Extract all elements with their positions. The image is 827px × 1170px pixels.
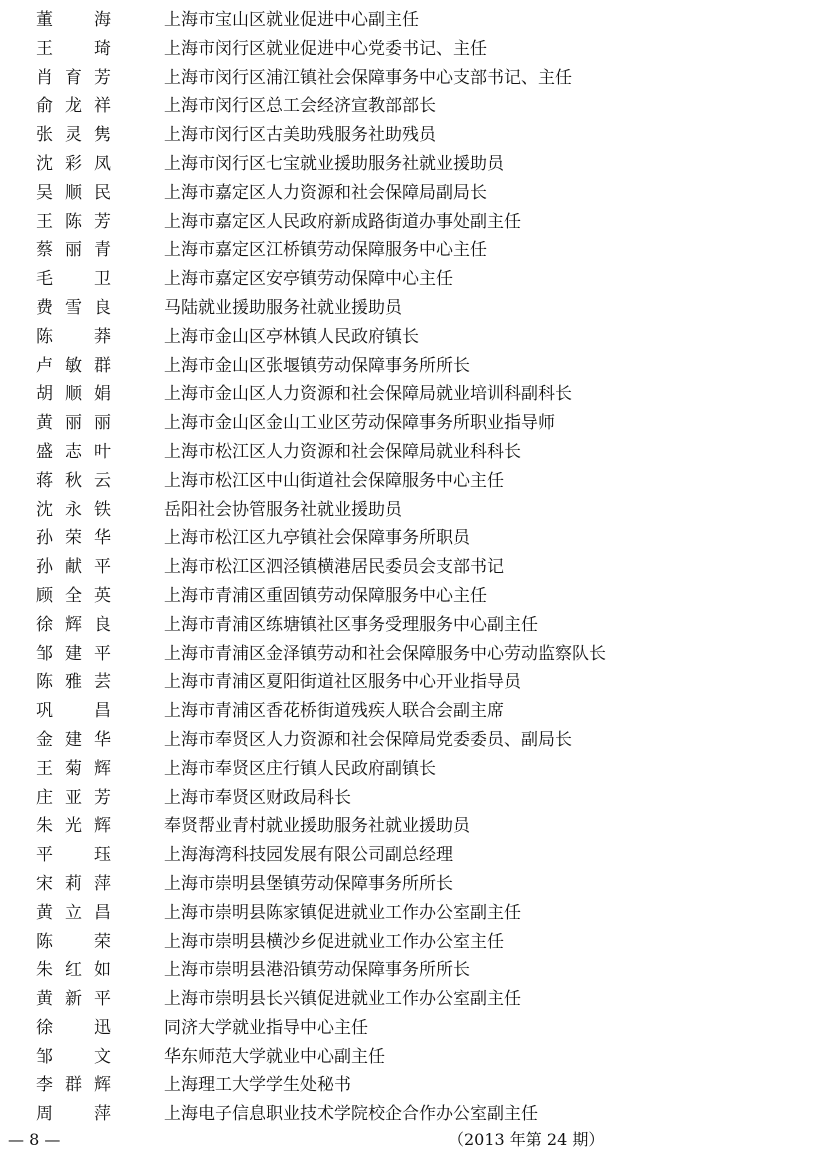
person-name: 蔡丽青 (36, 240, 111, 261)
list-item (0, 755, 827, 784)
person-name: 王陈芳 (36, 211, 111, 232)
person-name: 金建华 (36, 729, 111, 750)
list-item (0, 640, 827, 669)
person-title: 上海市闵行区就业促进中心党委书记、主任 (164, 38, 487, 59)
list-item (0, 928, 827, 957)
person-title: 上海市松江区人力资源和社会保障局就业科科长 (164, 441, 521, 462)
person-name: 朱红如 (36, 960, 111, 981)
list-item (0, 841, 827, 870)
person-name: 胡顺娟 (36, 384, 111, 405)
person-name: 董 海 (36, 10, 111, 30)
person-title: 上海理工大学学生处秘书 (164, 1075, 351, 1096)
person-title: 同济大学就业指导中心主任 (164, 1017, 368, 1038)
list-item (0, 208, 827, 237)
list-item (0, 92, 827, 121)
list-item (0, 323, 827, 352)
issue-label: （2013 年第 24 期） (448, 1130, 605, 1149)
person-name: 徐 迅 (36, 1017, 111, 1038)
person-title: 奉贤帮业青村就业援助服务社就业援助员 (164, 816, 470, 837)
person-title: 上海市嘉定区人民政府新成路街道办事处副主任 (164, 211, 521, 232)
person-name: 卢敏群 (36, 355, 111, 376)
list-item (0, 409, 827, 438)
list-item (0, 179, 827, 208)
person-title: 上海市青浦区金泽镇劳动和社会保障服务中心劳动监察队长 (164, 643, 606, 664)
list-item (0, 6, 827, 35)
person-name: 宋莉萍 (36, 873, 111, 894)
person-name: 沈永铁 (36, 499, 111, 520)
person-title: 上海市崇明县港沿镇劳动保障事务所所长 (164, 960, 470, 981)
person-title: 上海市金山区张堰镇劳动保障事务所所长 (164, 355, 470, 376)
list-item (0, 236, 827, 265)
person-name: 孙献平 (36, 557, 111, 578)
person-title: 上海市金山区亭林镇人民政府镇长 (164, 326, 419, 347)
list-item (0, 784, 827, 813)
person-title: 上海市崇明县长兴镇促进就业工作办公室副主任 (164, 989, 521, 1010)
list-item (0, 467, 827, 496)
page-footer (0, 1127, 827, 1153)
person-name: 陈 莽 (36, 326, 111, 347)
list-item (0, 899, 827, 928)
person-title: 上海市崇明县横沙乡促进就业工作办公室主任 (164, 931, 504, 952)
person-name: 肖育芳 (36, 67, 111, 88)
person-name: 黄立昌 (36, 902, 111, 923)
list-item (0, 121, 827, 150)
person-title: 上海市金山区人力资源和社会保障局就业培训科副科长 (164, 384, 572, 405)
person-title: 华东师范大学就业中心副主任 (164, 1046, 385, 1067)
person-name: 邹 文 (36, 1046, 111, 1067)
list-item (0, 582, 827, 611)
list-item (0, 294, 827, 323)
list-item (0, 524, 827, 553)
person-title: 上海市崇明县堡镇劳动保障事务所所长 (164, 873, 453, 894)
person-name: 蒋秋云 (36, 470, 111, 491)
list-item (0, 496, 827, 525)
personnel-list (0, 6, 827, 1129)
person-title: 上海市闵行区浦江镇社会保障事务中心支部书记、主任 (164, 67, 572, 88)
list-item (0, 380, 827, 409)
list-item (0, 1071, 827, 1100)
person-name: 庄亚芳 (36, 787, 111, 808)
person-title: 上海市松江区中山街道社会保障服务中心主任 (164, 470, 504, 491)
person-title: 上海市奉贤区财政局科长 (164, 787, 351, 808)
person-name: 盛志叶 (36, 441, 111, 462)
person-title: 上海市青浦区香花桥街道残疾人联合会副主席 (164, 701, 504, 722)
person-title: 上海市奉贤区人力资源和社会保障局党委委员、副局长 (164, 729, 572, 750)
person-title: 上海市闵行区总工会经济宣教部部长 (164, 96, 436, 117)
person-title: 上海市嘉定区人力资源和社会保障局副局长 (164, 182, 487, 203)
person-title: 上海市松江区九亭镇社会保障事务所职员 (164, 528, 470, 549)
person-name: 沈彩凤 (36, 153, 111, 174)
list-item (0, 553, 827, 582)
list-item (0, 668, 827, 697)
person-title: 马陆就业援助服务社就业援助员 (164, 297, 402, 318)
person-title: 上海市崇明县陈家镇促进就业工作办公室副主任 (164, 902, 521, 923)
person-title: 上海市嘉定区安亭镇劳动保障中心主任 (164, 269, 453, 290)
person-title: 上海市青浦区练塘镇社区事务受理服务中心副主任 (164, 614, 538, 635)
person-title: 上海市金山区金山工业区劳动保障事务所职业指导师 (164, 413, 555, 434)
person-title: 上海市青浦区夏阳街道社区服务中心开业指导员 (164, 672, 521, 693)
list-item (0, 265, 827, 294)
person-name: 巩 昌 (36, 701, 111, 722)
page-number: — 8 — (8, 1130, 61, 1149)
list-item (0, 352, 827, 381)
person-title: 上海市宝山区就业促进中心副主任 (164, 10, 419, 30)
person-name: 朱光辉 (36, 816, 111, 837)
person-title: 上海市嘉定区江桥镇劳动保障服务中心主任 (164, 240, 487, 261)
person-name: 顾全英 (36, 585, 111, 606)
person-name: 王菊辉 (36, 758, 111, 779)
person-name: 黄丽丽 (36, 413, 111, 434)
person-name: 平 珏 (36, 845, 111, 866)
person-name: 吴顺民 (36, 182, 111, 203)
person-title: 岳阳社会协管服务社就业援助员 (164, 499, 402, 520)
person-name: 周 萍 (36, 1104, 111, 1125)
list-item (0, 150, 827, 179)
person-name: 邹建平 (36, 643, 111, 664)
person-name: 李群辉 (36, 1075, 111, 1096)
person-title: 上海市闵行区七宝就业援助服务社就业援助员 (164, 153, 504, 174)
list-item (0, 1043, 827, 1072)
person-name: 俞龙祥 (36, 96, 111, 117)
person-title: 上海市松江区泗泾镇横港居民委员会支部书记 (164, 557, 504, 578)
list-item (0, 1100, 827, 1129)
list-item (0, 870, 827, 899)
person-name: 费雪良 (36, 297, 111, 318)
list-item (0, 438, 827, 467)
list-item (0, 64, 827, 93)
list-item (0, 697, 827, 726)
person-name: 黄新平 (36, 989, 111, 1010)
list-item (0, 985, 827, 1014)
list-item (0, 956, 827, 985)
person-name: 王 琦 (36, 38, 111, 59)
list-item (0, 35, 827, 64)
person-name: 徐辉良 (36, 614, 111, 635)
person-name: 张灵隽 (36, 125, 111, 146)
list-item (0, 1014, 827, 1043)
person-title: 上海市青浦区重固镇劳动保障服务中心主任 (164, 585, 487, 606)
person-title: 上海市奉贤区庄行镇人民政府副镇长 (164, 758, 436, 779)
person-name: 毛 卫 (36, 269, 111, 290)
person-title: 上海电子信息职业技术学院校企合作办公室副主任 (164, 1104, 538, 1125)
person-name: 孙荣华 (36, 528, 111, 549)
person-name: 陈雅芸 (36, 672, 111, 693)
person-name: 陈 荣 (36, 931, 111, 952)
person-title: 上海海湾科技园发展有限公司副总经理 (164, 845, 453, 866)
list-item (0, 812, 827, 841)
list-item (0, 726, 827, 755)
list-item (0, 611, 827, 640)
person-title: 上海市闵行区古美助残服务社助残员 (164, 125, 436, 146)
